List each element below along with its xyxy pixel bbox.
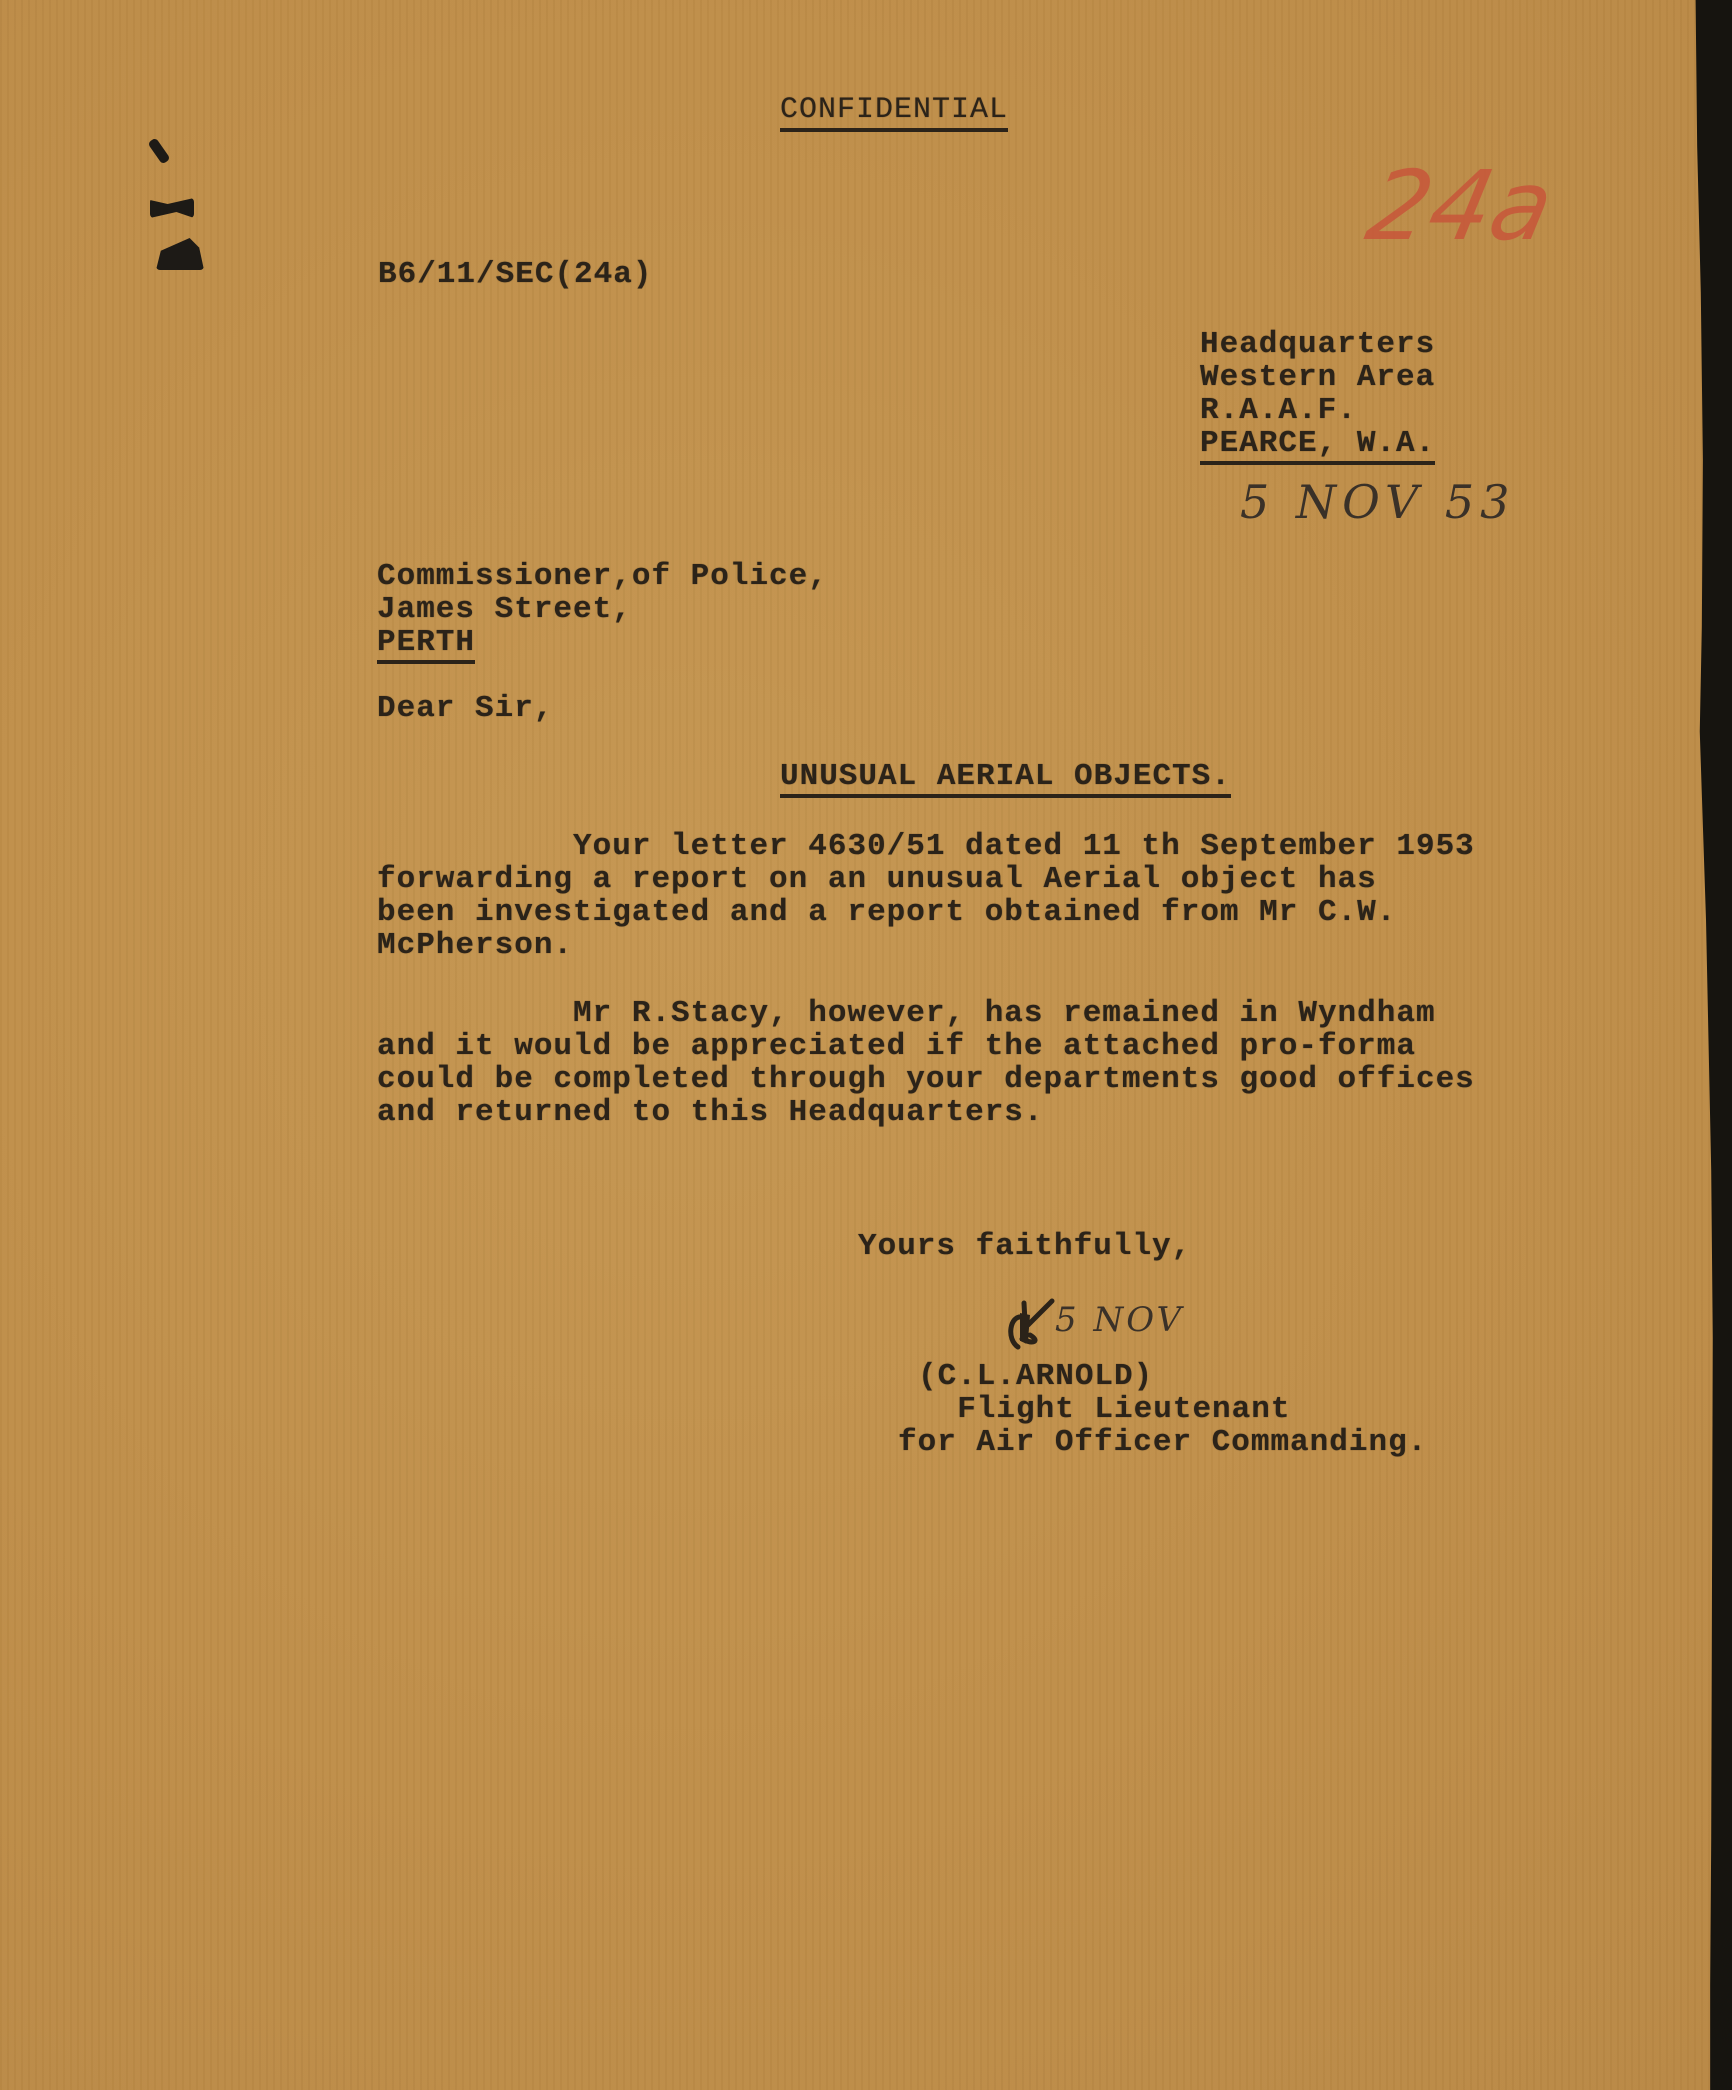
address-line-location: PEARCE, W.A.	[1200, 427, 1435, 465]
signature-initials-mark	[1000, 1295, 1060, 1355]
closing: Yours faithfully,	[858, 1229, 1192, 1264]
subject-heading: UNUSUAL AERIAL OBJECTS.	[780, 760, 1231, 798]
paragraph-line: Your letter 4630/51 dated 11 th September 1953	[377, 829, 1475, 864]
file-reference: B6/11/SEC(24a)	[378, 257, 653, 292]
recipient-line: James Street,	[377, 592, 632, 627]
folio-number: 24a	[1358, 150, 1563, 262]
clip-mark-bottom	[156, 238, 204, 270]
address-line: R.A.A.F.	[1200, 393, 1357, 428]
paragraph-line: and returned to this Headquarters.	[377, 1095, 1044, 1130]
signatory-name: (C.L.ARNOLD)	[918, 1359, 1154, 1394]
paragraph-line: Mr R.Stacy, however, has remained in Wyndham	[377, 996, 1436, 1031]
paragraph-line: McPherson.	[377, 928, 574, 963]
handwritten-date: 5 NOV 53	[1240, 475, 1516, 529]
recipient-city: PERTH	[377, 626, 475, 664]
paragraph-line: could be completed through your departments good offices	[377, 1062, 1475, 1097]
recipient-line: Commissioner,of Police,	[377, 559, 828, 594]
clip-mark-middle	[150, 198, 194, 218]
signatory-capacity: for Air Officer Commanding.	[898, 1425, 1428, 1460]
clip-mark-top	[147, 137, 170, 164]
binder-edge	[1680, 0, 1732, 2090]
paragraph-line: been investigated and a report obtained from Mr C.W.	[377, 895, 1397, 930]
classification-header: CONFIDENTIAL	[780, 94, 1008, 132]
address-line: Western Area	[1200, 360, 1436, 395]
salutation: Dear Sir,	[377, 691, 554, 726]
signatory-rank: Flight Lieutenant	[918, 1392, 1291, 1427]
paragraph-line: forwarding a report on an unusual Aerial object has	[377, 862, 1377, 897]
address-line: Headquarters	[1200, 327, 1436, 362]
paragraph-line: and it would be appreciated if the attached pro-forma	[377, 1029, 1416, 1064]
signature-date: 5 NOV	[1055, 1300, 1185, 1340]
